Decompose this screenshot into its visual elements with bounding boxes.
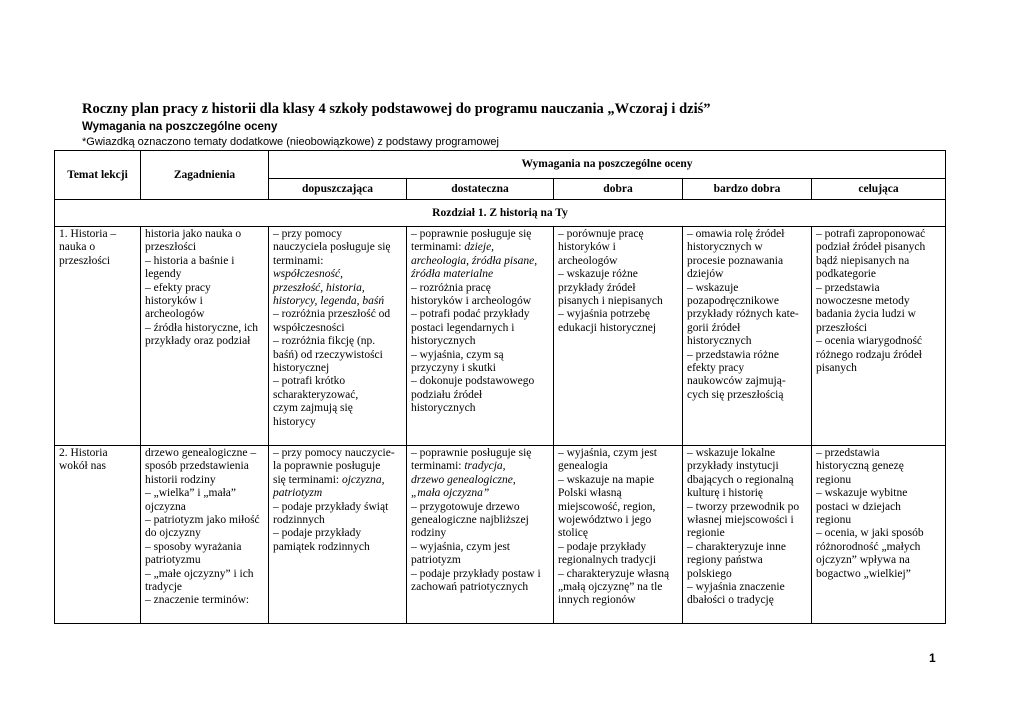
cell-line: Polski własną [558, 487, 622, 500]
cell-line: historycznej [273, 362, 330, 375]
cell-line: regionu [816, 473, 852, 486]
cell-line: – charakteryzuje inne [687, 540, 786, 553]
cell-line: scharakteryzować, [273, 388, 359, 401]
cell-line: się terminami: ojczyzna, [273, 473, 385, 486]
cell-line: podział źródeł pisanych [816, 241, 926, 254]
cell-line: gorii źródeł [687, 321, 741, 334]
document-note: *Gwiazdką oznaczono tematy dodatkowe (nieobowiązkowe) z podstawy programowej [82, 136, 499, 148]
cell-line: terminami: tradycja, [411, 460, 506, 473]
cell-line: – przedstawia [816, 447, 880, 459]
requirements-table [54, 150, 946, 624]
cell-line: – porównuje pracę [558, 228, 644, 240]
cell-line: – wyjaśnia, czym jest [411, 540, 511, 553]
cell-line: – wyjaśnia, czym jest [558, 447, 658, 459]
document-title: Roczny plan pracy z historii dla klasy 4 szkoły podstawowej do programu nauczania „Wczoraj i dziś” [82, 101, 711, 117]
cell-line: przykłady źródeł [558, 281, 636, 294]
cell-line: terminami: dzieje, [411, 241, 495, 254]
cell-line: – sposoby wyrażania [145, 540, 242, 553]
cell-line: archeologia, źródła pisane, [411, 254, 538, 267]
grade-header-bardzo-dobra: bardzo dobra [683, 179, 812, 200]
cell-line: do ojczyzny [145, 527, 201, 540]
column-header-issues: Zagadnienia [141, 151, 269, 200]
grade-cell-bardzo-dobra [683, 446, 812, 624]
cell-line: historyków i [558, 241, 616, 254]
cell-line: – wskazuje [687, 281, 739, 294]
cell-line: współczesność, [273, 268, 343, 281]
chapter-title: Rozdział 1. Z historią na Ty [55, 200, 946, 227]
cell-line: la poprawnie posługuje [273, 460, 381, 473]
cell-line: nowoczesne metody [816, 295, 910, 308]
cell-line: źródła materialne [411, 268, 494, 281]
issues-cell [141, 446, 269, 624]
grade-cell-bardzo-dobra [683, 227, 812, 446]
cell-line: bądź niepisanych na [816, 254, 910, 267]
grade-cell-dopuszczajaca [269, 446, 407, 624]
cell-line: pamiątek rodzinnych [273, 540, 370, 553]
cell-line: patriotyzmu [145, 554, 201, 567]
cell-line: – źródła historyczne, ich [145, 321, 259, 334]
cell-line: historycznych w [687, 241, 763, 254]
cell-line: historycznych [411, 335, 476, 348]
cell-line: regiony państwa [687, 554, 763, 567]
cell-line: patriotyzm [273, 487, 323, 500]
cell-line: cych się przeszłością [687, 388, 784, 401]
cell-line: dbałości o tradycję [687, 594, 774, 607]
cell-line: genealogia [558, 460, 608, 473]
table-row [55, 446, 946, 624]
cell-line: – podaje przykłady [558, 540, 647, 553]
cell-line: polskiego [687, 567, 732, 580]
cell-line: – potrafi zaproponować [816, 228, 926, 240]
cell-line: kulturę i historię [687, 487, 764, 500]
page-number: 1 [929, 651, 936, 665]
cell-line: rodzinnych [273, 514, 325, 527]
cell-line: historyczną genezę [816, 460, 904, 473]
cell-line: – podaje przykłady [273, 527, 362, 540]
cell-line: patriotyzm [411, 554, 461, 567]
grade-cell-dostateczna [407, 446, 554, 624]
cell-line: bogactwo „wielkiej” [816, 567, 911, 580]
cell-line: – „wielka” i „mała” [145, 487, 236, 500]
cell-line: współczesności [273, 321, 345, 334]
cell-line: regionie [687, 527, 725, 540]
cell-line: pozapodręcznikowe [687, 295, 779, 308]
cell-line: edukacji historycznej [558, 321, 657, 334]
term-emphasis: ojczyzna, [341, 473, 385, 486]
term-emphasis: dzieje, [464, 241, 495, 254]
cell-line: pisanych [816, 362, 857, 375]
cell-line: przeszłości [145, 241, 197, 254]
table-header-row [55, 151, 946, 179]
column-header-topic: Temat lekcji [55, 151, 141, 200]
cell-line: podziału źródeł [411, 388, 483, 401]
cell-line: sposób przedstawienia [145, 460, 249, 473]
grade-cell-dobra [554, 446, 683, 624]
cell-line: – ocenia, w jaki sposób [816, 527, 924, 540]
cell-line: historyków i [145, 295, 203, 308]
cell-line: – rozróżnia przeszłość od [273, 308, 391, 321]
grade-cell-celujaca [812, 227, 946, 446]
cell-line: różnego rodzaju źródeł [816, 348, 923, 361]
cell-line: drzewo genealogiczne, [411, 473, 516, 486]
cell-line: nauka o [59, 241, 96, 254]
cell-line: – potrafi krótko [273, 375, 346, 388]
grade-header-dobra: dobra [554, 179, 683, 200]
cell-line: – wyjaśnia potrzebę [558, 308, 650, 321]
cell-line: – rozróżnia pracę [411, 281, 491, 294]
cell-line: – wskazuje na mapie [558, 473, 655, 486]
cell-line: – omawia rolę źródeł [687, 228, 785, 240]
cell-line: drzewo genealogiczne – [145, 447, 257, 459]
cell-line: własnej miejscowości i [687, 514, 794, 527]
cell-line: historycy, legenda, baśń [273, 295, 385, 308]
cell-line: historycznych [687, 335, 752, 348]
cell-line: przeszłość, historia, [273, 281, 365, 294]
cell-line: – przy pomocy [273, 228, 342, 240]
cell-line: – przy pomocy nauczycie- [273, 447, 395, 459]
cell-line: dziejów [687, 268, 724, 281]
topic-cell [55, 227, 141, 446]
cell-line: historia jako nauka o [145, 228, 242, 240]
grade-cell-dostateczna [407, 227, 554, 446]
cell-line: – tworzy przewodnik po [687, 500, 800, 513]
term-emphasis: tradycja, [464, 460, 506, 473]
cell-line: przykłady instytucji [687, 460, 779, 473]
cell-line: – efekty pracy [145, 281, 211, 294]
table-row [55, 227, 946, 446]
cell-line: – poprawnie posługuje się [411, 447, 532, 459]
cell-line: „mała ojczyzna” [411, 487, 490, 500]
cell-line: pisanych i niepisanych [558, 295, 663, 308]
cell-line: – znaczenie terminów: [145, 594, 250, 607]
cell-line: regionalnych tradycji [558, 554, 657, 567]
cell-line: przeszłości [59, 254, 111, 267]
cell-line: historycznych [411, 402, 476, 415]
cell-line: genealogiczne najbliższej [411, 514, 529, 527]
cell-line: terminami: [273, 254, 324, 267]
cell-line: – wskazuje lokalne [687, 447, 776, 459]
cell-line: tradycje [145, 581, 183, 594]
cell-line: – podaje przykłady postaw i [411, 567, 541, 580]
cell-line: podkategorie [816, 268, 877, 281]
cell-line: – wyjaśnia znaczenie [687, 581, 785, 594]
cell-line: – przygotowuje drzewo [411, 500, 520, 513]
cell-line: 1. Historia – [59, 228, 117, 240]
cell-line: przykłady różnych kate- [687, 308, 799, 321]
cell-line: baśń) od rzeczywistości [273, 348, 383, 361]
cell-line: województwo i jego [558, 514, 652, 527]
cell-line: ojczyzna [145, 500, 186, 513]
issues-cell [141, 227, 269, 446]
cell-line: stolicę [558, 527, 589, 540]
cell-line: ojczyzn” wpływa na [816, 554, 910, 567]
cell-line: nauczyciela posługuje się [273, 241, 391, 254]
cell-line: „małą ojczyznę” na tle [558, 581, 663, 594]
grade-header-dopuszczajaca: dopuszczająca [269, 179, 407, 200]
grade-cell-dobra [554, 227, 683, 446]
column-header-requirements: Wymagania na poszczególne oceny [269, 151, 946, 179]
cell-line: badania życia ludzi w [816, 308, 916, 321]
cell-line: – patriotyzm jako miłość [145, 514, 260, 527]
cell-line: historyków i archeologów [411, 295, 532, 308]
cell-line: – charakteryzuje własną [558, 567, 670, 580]
cell-line: – podaje przykłady świąt [273, 500, 389, 513]
document-subtitle: Wymagania na poszczególne oceny [82, 121, 278, 133]
cell-line: miejscowość, region, [558, 500, 656, 513]
cell-line: przeszłości [816, 321, 868, 334]
grade-cell-celujaca [812, 446, 946, 624]
grade-header-dostateczna: dostateczna [407, 179, 554, 200]
cell-line: procesie poznawania [687, 254, 784, 267]
grade-cell-dopuszczajaca [269, 227, 407, 446]
cell-line: historycy [273, 415, 316, 428]
cell-line: – rozróżnia fikcję (np. [273, 335, 376, 348]
cell-line: różnorodność „małych [816, 540, 921, 553]
cell-line: – „małe ojczyzny” i ich [145, 567, 254, 580]
cell-line: – potrafi podać przykłady [411, 308, 530, 321]
cell-line: – poprawnie posługuje się [411, 228, 532, 240]
cell-line: postaci w dziejach [816, 500, 901, 513]
cell-line: 2. Historia [59, 447, 108, 459]
cell-line: archeologów [145, 308, 205, 321]
cell-line: zachowań patriotycznych [411, 581, 529, 594]
cell-line: wokół nas [59, 460, 106, 473]
cell-line: efekty pracy [687, 362, 745, 375]
cell-line: innych regionów [558, 594, 636, 607]
cell-line: postaci legendarnych i [411, 321, 515, 334]
chapter-row [55, 200, 946, 227]
cell-line: – historia a baśnie i [145, 254, 235, 267]
topic-cell [55, 446, 141, 624]
cell-line: – dokonuje podstawowego [411, 375, 535, 388]
cell-line: – wskazuje wybitne [816, 487, 908, 500]
cell-line: – wskazuje różne [558, 268, 638, 281]
cell-line: – przedstawia [816, 281, 880, 294]
cell-line: rodziny [411, 527, 447, 540]
cell-line: dbających o regionalną [687, 473, 794, 486]
cell-line: historii rodziny [145, 473, 216, 486]
cell-line: – przedstawia różne [687, 348, 779, 361]
cell-line: legendy [145, 268, 182, 281]
cell-line: – ocenia wiarygodność [816, 335, 923, 348]
grade-header-celujaca: celująca [812, 179, 946, 200]
cell-line: – wyjaśnia, czym są [411, 348, 504, 361]
cell-line: przyczyny i skutki [411, 362, 496, 375]
cell-line: archeologów [558, 254, 618, 267]
cell-line: regionu [816, 514, 852, 527]
cell-line: przykłady oraz podział [145, 335, 251, 348]
cell-line: naukowców zajmują- [687, 375, 786, 388]
cell-line: czym zajmują się [273, 402, 353, 415]
